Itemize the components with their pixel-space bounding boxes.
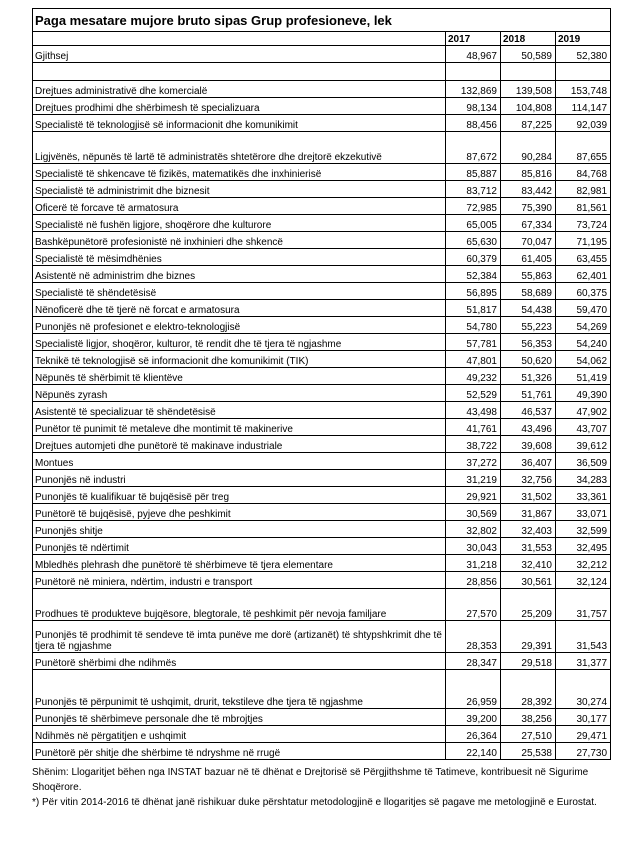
occupation-label: Punonjës të kualifikuar të bujqësisë për treg bbox=[33, 487, 446, 504]
wage-value: 60,375 bbox=[556, 283, 611, 300]
occupation-label: Punëtorë shërbimi dhe ndihmës bbox=[33, 653, 446, 670]
occupation-label: Oficerë të forcave të armatosura bbox=[33, 198, 446, 215]
occupation-label: Drejtues automjeti dhe punëtorë të makinave industriale bbox=[33, 436, 446, 453]
wage-value: 41,761 bbox=[446, 419, 501, 436]
wage-value: 85,816 bbox=[501, 164, 556, 181]
wage-value: 28,856 bbox=[446, 572, 501, 589]
table-row bbox=[33, 709, 611, 726]
table-row bbox=[33, 402, 611, 419]
table-row bbox=[33, 132, 611, 164]
empty-cell bbox=[33, 63, 446, 81]
wage-value: 29,921 bbox=[446, 487, 501, 504]
wage-value: 39,200 bbox=[446, 709, 501, 726]
table-row bbox=[33, 368, 611, 385]
occupation-label: Asistentë në administrim dhe biznes bbox=[33, 266, 446, 283]
wage-value: 73,724 bbox=[556, 215, 611, 232]
wage-value: 43,707 bbox=[556, 419, 611, 436]
year-header: 2017 bbox=[446, 32, 501, 46]
wage-value: 114,147 bbox=[556, 98, 611, 115]
table-row bbox=[33, 487, 611, 504]
occupation-label: Specialistë të administrimit dhe biznesit bbox=[33, 181, 446, 198]
occupation-label: Ligjvënës, nëpunës të lartë të administratës shtetërore dhe drejtorë ekzekutivë bbox=[33, 132, 446, 164]
table-row bbox=[33, 181, 611, 198]
wage-value: 33,361 bbox=[556, 487, 611, 504]
wage-value: 29,518 bbox=[501, 653, 556, 670]
occupation-label: Punëtorë në miniera, ndërtim, industri e transport bbox=[33, 572, 446, 589]
wage-value: 34,283 bbox=[556, 470, 611, 487]
table-row bbox=[33, 621, 611, 653]
wage-value: 84,768 bbox=[556, 164, 611, 181]
wage-value: 83,442 bbox=[501, 181, 556, 198]
table-row bbox=[33, 572, 611, 589]
table-row bbox=[33, 453, 611, 470]
table-row bbox=[33, 419, 611, 436]
wage-value: 32,403 bbox=[501, 521, 556, 538]
wage-table bbox=[32, 8, 611, 760]
occupation-label: Drejtues administrativë dhe komercialë bbox=[33, 81, 446, 98]
table-row bbox=[33, 504, 611, 521]
table-row bbox=[33, 726, 611, 743]
wage-value: 51,761 bbox=[501, 385, 556, 402]
wage-value: 47,902 bbox=[556, 402, 611, 419]
table-row bbox=[33, 81, 611, 98]
wage-value: 50,620 bbox=[501, 351, 556, 368]
occupation-label: Punëtorë të bujqësisë, pyjeve dhe peshkimit bbox=[33, 504, 446, 521]
wage-value: 32,599 bbox=[556, 521, 611, 538]
wage-value: 54,240 bbox=[556, 334, 611, 351]
occupation-label: Punonjës shitje bbox=[33, 521, 446, 538]
table-row bbox=[33, 232, 611, 249]
wage-value: 81,561 bbox=[556, 198, 611, 215]
wage-value: 30,561 bbox=[501, 572, 556, 589]
wage-value: 52,529 bbox=[446, 385, 501, 402]
wage-value: 49,232 bbox=[446, 368, 501, 385]
table-row bbox=[33, 266, 611, 283]
wage-value: 25,209 bbox=[501, 589, 556, 621]
table-row bbox=[33, 334, 611, 351]
occupation-label: Punëtorë për shitje dhe shërbime të ndryshme në rrugë bbox=[33, 743, 446, 760]
occupation-label: Punonjës në industri bbox=[33, 470, 446, 487]
wage-value: 82,981 bbox=[556, 181, 611, 198]
occupation-label: Nënoficerë dhe të tjerë në forcat e armatosura bbox=[33, 300, 446, 317]
wage-value: 63,455 bbox=[556, 249, 611, 266]
wage-value: 54,062 bbox=[556, 351, 611, 368]
occupation-label: Punonjës të prodhimit të sendeve të imta punëve me dorë (artizanët) të shtypshkrimit dhe të tjera të ngjashme bbox=[33, 621, 446, 653]
wage-value: 87,655 bbox=[556, 132, 611, 164]
wage-value: 55,863 bbox=[501, 266, 556, 283]
wage-value: 32,212 bbox=[556, 555, 611, 572]
wage-value: 70,047 bbox=[501, 232, 556, 249]
wage-value: 38,722 bbox=[446, 436, 501, 453]
wage-value: 31,543 bbox=[556, 621, 611, 653]
total-value: 50,589 bbox=[501, 46, 556, 63]
wage-value: 46,537 bbox=[501, 402, 556, 419]
wage-value: 37,272 bbox=[446, 453, 501, 470]
table-row bbox=[33, 470, 611, 487]
total-value: 48,967 bbox=[446, 46, 501, 63]
wage-value: 31,218 bbox=[446, 555, 501, 572]
table-row bbox=[33, 164, 611, 181]
table-row bbox=[33, 249, 611, 266]
wage-value: 29,471 bbox=[556, 726, 611, 743]
wage-value: 71,195 bbox=[556, 232, 611, 249]
occupation-label: Specialistë të teknologjisë së informacionit dhe komunikimit bbox=[33, 115, 446, 132]
wage-value: 30,274 bbox=[556, 670, 611, 709]
wage-value: 92,039 bbox=[556, 115, 611, 132]
wage-value: 39,608 bbox=[501, 436, 556, 453]
wage-value: 65,005 bbox=[446, 215, 501, 232]
table-row bbox=[33, 538, 611, 555]
wage-value: 36,509 bbox=[556, 453, 611, 470]
wage-value: 132,869 bbox=[446, 81, 501, 98]
wage-value: 49,390 bbox=[556, 385, 611, 402]
wage-value: 51,326 bbox=[501, 368, 556, 385]
occupation-label: Drejtues prodhimi dhe shërbimesh të specializuara bbox=[33, 98, 446, 115]
occupation-label: Specialistë të mësimdhënies bbox=[33, 249, 446, 266]
wage-value: 32,410 bbox=[501, 555, 556, 572]
wage-value: 31,757 bbox=[556, 589, 611, 621]
table-row bbox=[33, 215, 611, 232]
year-header: 2019 bbox=[556, 32, 611, 46]
wage-value: 153,748 bbox=[556, 81, 611, 98]
wage-value: 31,377 bbox=[556, 653, 611, 670]
footnote bbox=[32, 765, 610, 810]
wage-value: 85,887 bbox=[446, 164, 501, 181]
wage-value: 139,508 bbox=[501, 81, 556, 98]
wage-value: 60,379 bbox=[446, 249, 501, 266]
footnote-source: Shënim: Llogaritjet bëhen nga INSTAT bazuar në të dhënat e Drejtorisë së Përgjithshme të Tatimeve, kontribuesit në Sigurime Shoqërore. bbox=[32, 767, 589, 793]
wage-value: 75,390 bbox=[501, 198, 556, 215]
occupation-label: Punëtor të punimit të metaleve dhe montimit të makinerive bbox=[33, 419, 446, 436]
occupation-label: Prodhues të produkteve bujqësore, blegtorale, të peshkimit për nevoja familjare bbox=[33, 589, 446, 621]
wage-value: 54,780 bbox=[446, 317, 501, 334]
wage-value: 83,712 bbox=[446, 181, 501, 198]
table-row bbox=[33, 743, 611, 760]
total-label: Gjithsej bbox=[33, 46, 446, 63]
table-row bbox=[33, 385, 611, 402]
occupation-label: Punonjës të shërbimeve personale dhe të mbrojtjes bbox=[33, 709, 446, 726]
table-row bbox=[33, 198, 611, 215]
footnote-revision: *) Për vitin 2014-2016 të dhënat janë rishikuar duke përshtatur metodologjinë e llogaritjes së pagave me metologjinë e Eurostat. bbox=[32, 797, 597, 808]
wage-value: 27,570 bbox=[446, 589, 501, 621]
wage-value: 32,124 bbox=[556, 572, 611, 589]
wage-value: 31,553 bbox=[501, 538, 556, 555]
wage-value: 31,502 bbox=[501, 487, 556, 504]
header-blank-cell bbox=[33, 32, 446, 46]
table-row bbox=[33, 300, 611, 317]
wage-value: 30,043 bbox=[446, 538, 501, 555]
spreadsheet-table bbox=[32, 8, 610, 760]
empty-cell bbox=[556, 63, 611, 81]
wage-value: 27,510 bbox=[501, 726, 556, 743]
occupation-label: Nëpunës zyrash bbox=[33, 385, 446, 402]
wage-value: 87,225 bbox=[501, 115, 556, 132]
table-row bbox=[33, 653, 611, 670]
wage-value: 30,569 bbox=[446, 504, 501, 521]
occupation-label: Specialistë ligjor, shoqëror, kulturor, të rendit dhe të tjera të ngjashme bbox=[33, 334, 446, 351]
wage-value: 32,495 bbox=[556, 538, 611, 555]
wage-value: 22,140 bbox=[446, 743, 501, 760]
wage-value: 29,391 bbox=[501, 621, 556, 653]
empty-cell bbox=[501, 63, 556, 81]
wage-value: 39,612 bbox=[556, 436, 611, 453]
wage-value: 104,808 bbox=[501, 98, 556, 115]
wage-value: 43,498 bbox=[446, 402, 501, 419]
wage-value: 33,071 bbox=[556, 504, 611, 521]
occupation-label: Nëpunës të shërbimit të klientëve bbox=[33, 368, 446, 385]
table-row bbox=[33, 436, 611, 453]
table-row bbox=[33, 115, 611, 132]
wage-value: 47,801 bbox=[446, 351, 501, 368]
wage-value: 54,438 bbox=[501, 300, 556, 317]
occupation-label: Ndihmës në përgatitjen e ushqimit bbox=[33, 726, 446, 743]
wage-value: 90,284 bbox=[501, 132, 556, 164]
wage-value: 57,781 bbox=[446, 334, 501, 351]
wage-value: 55,223 bbox=[501, 317, 556, 334]
wage-value: 58,689 bbox=[501, 283, 556, 300]
occupation-label: Asistentë të specializuar të shëndetësisë bbox=[33, 402, 446, 419]
year-header: 2018 bbox=[501, 32, 556, 46]
occupation-label: Punonjës të ndërtimit bbox=[33, 538, 446, 555]
wage-value: 98,134 bbox=[446, 98, 501, 115]
table-row bbox=[33, 351, 611, 368]
wage-value: 27,730 bbox=[556, 743, 611, 760]
occupation-label: Teknikë të teknologjisë së informacionit dhe komunikimit (TIK) bbox=[33, 351, 446, 368]
wage-value: 61,405 bbox=[501, 249, 556, 266]
wage-value: 52,384 bbox=[446, 266, 501, 283]
occupation-label: Montues bbox=[33, 453, 446, 470]
occupation-label: Punonjës të përpunimit të ushqimit, drurit, tekstileve dhe tjera të ngjashme bbox=[33, 670, 446, 709]
table-row bbox=[33, 98, 611, 115]
wage-value: 54,269 bbox=[556, 317, 611, 334]
table-row bbox=[33, 283, 611, 300]
table-row bbox=[33, 589, 611, 621]
wage-value: 67,334 bbox=[501, 215, 556, 232]
wage-value: 56,895 bbox=[446, 283, 501, 300]
wage-value: 36,407 bbox=[501, 453, 556, 470]
wage-value: 31,867 bbox=[501, 504, 556, 521]
table-title: Paga mesatare mujore bruto sipas Grup profesioneve, lek bbox=[33, 9, 611, 32]
wage-value: 28,392 bbox=[501, 670, 556, 709]
wage-value: 62,401 bbox=[556, 266, 611, 283]
wage-value: 88,456 bbox=[446, 115, 501, 132]
wage-value: 26,364 bbox=[446, 726, 501, 743]
wage-value: 51,419 bbox=[556, 368, 611, 385]
occupation-label: Mbledhës plehrash dhe punëtorë të shërbimeve të tjera elementare bbox=[33, 555, 446, 572]
table-row bbox=[33, 317, 611, 334]
wage-value: 26,959 bbox=[446, 670, 501, 709]
empty-cell bbox=[446, 63, 501, 81]
occupation-label: Specialistë në fushën ligjore, shoqërore dhe kulturore bbox=[33, 215, 446, 232]
wage-value: 32,802 bbox=[446, 521, 501, 538]
wage-value: 31,219 bbox=[446, 470, 501, 487]
occupation-label: Specialistë të shkencave të fizikës, matematikës dhe inxhinierisë bbox=[33, 164, 446, 181]
wage-value: 38,256 bbox=[501, 709, 556, 726]
wage-value: 56,353 bbox=[501, 334, 556, 351]
wage-value: 87,672 bbox=[446, 132, 501, 164]
wage-value: 28,353 bbox=[446, 621, 501, 653]
wage-value: 43,496 bbox=[501, 419, 556, 436]
table-row bbox=[33, 521, 611, 538]
wage-value: 30,177 bbox=[556, 709, 611, 726]
wage-value: 28,347 bbox=[446, 653, 501, 670]
wage-value: 59,470 bbox=[556, 300, 611, 317]
occupation-label: Specialistë të shëndetësisë bbox=[33, 283, 446, 300]
table-row bbox=[33, 670, 611, 709]
occupation-label: Bashkëpunëtorë profesionistë në inxhinieri dhe shkencë bbox=[33, 232, 446, 249]
wage-value: 72,985 bbox=[446, 198, 501, 215]
wage-value: 51,817 bbox=[446, 300, 501, 317]
total-value: 52,380 bbox=[556, 46, 611, 63]
occupation-label: Punonjës në profesionet e elektro-teknologjisë bbox=[33, 317, 446, 334]
wage-value: 25,538 bbox=[501, 743, 556, 760]
wage-value: 65,630 bbox=[446, 232, 501, 249]
table-row bbox=[33, 555, 611, 572]
wage-value: 32,756 bbox=[501, 470, 556, 487]
